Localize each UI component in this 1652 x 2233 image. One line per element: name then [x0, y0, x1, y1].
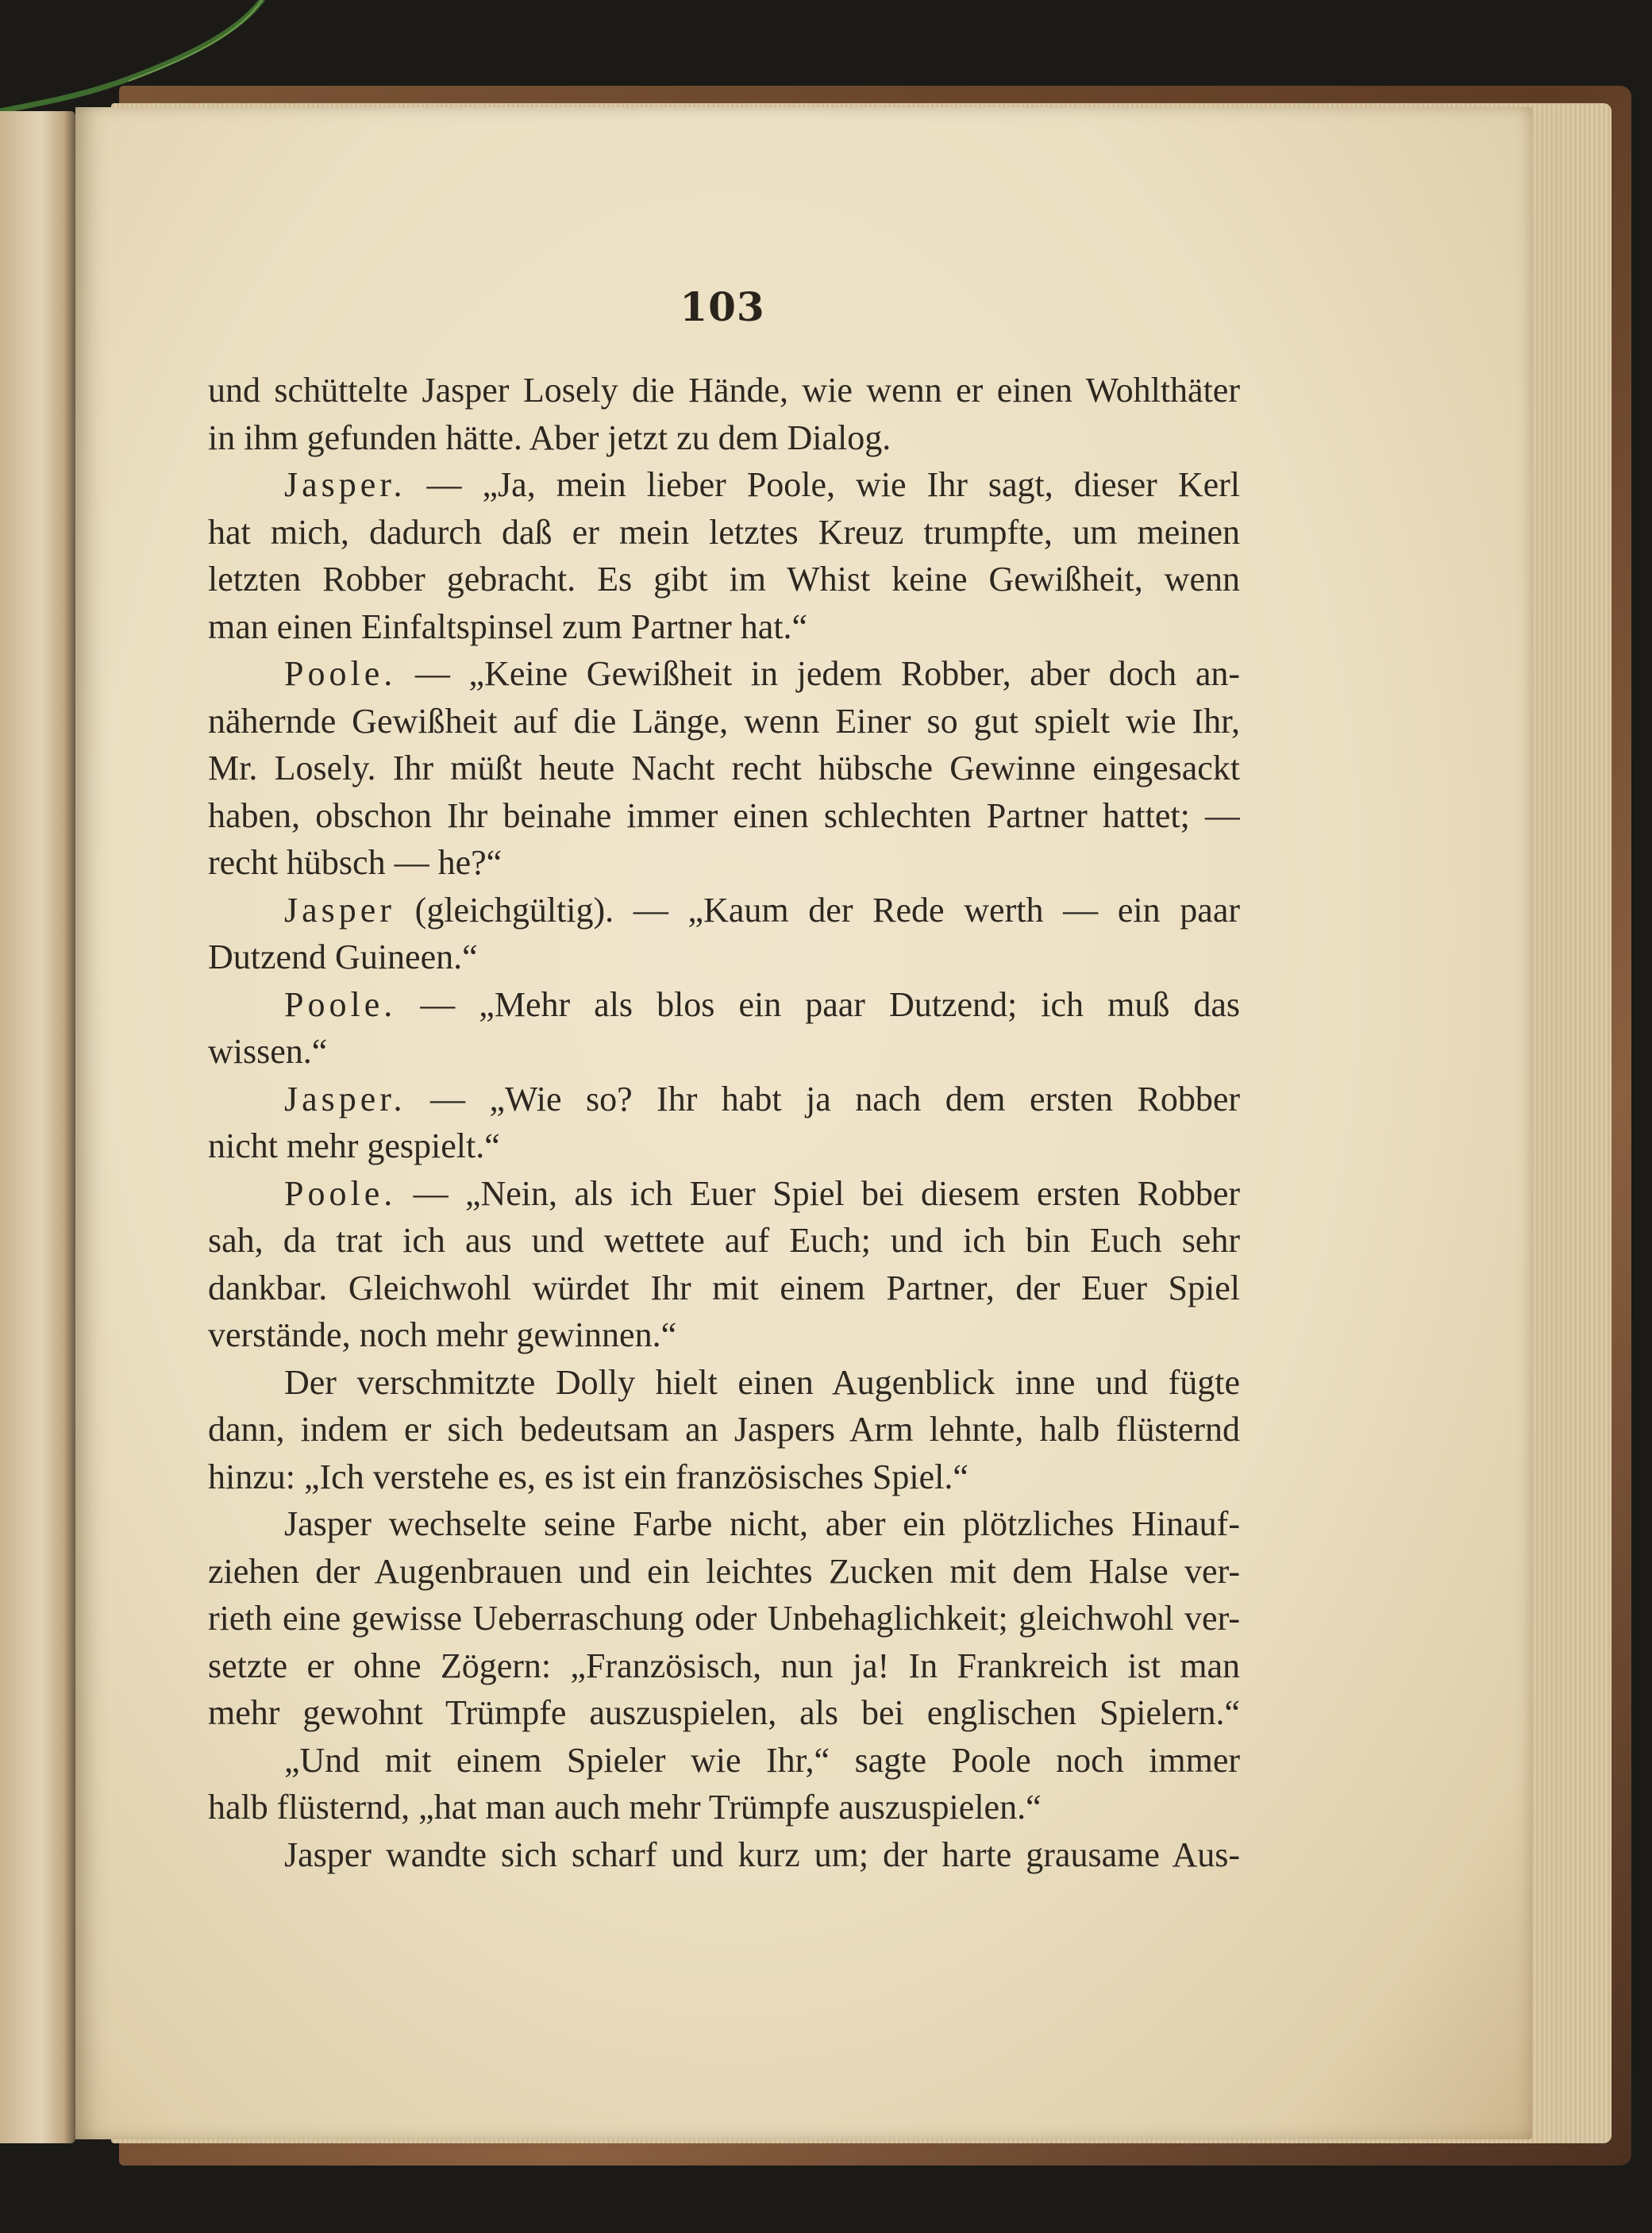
line-text: Mr. Losely. Ihr müßt heute Nacht recht hübsche Gewinne eingesackt — [208, 749, 1240, 787]
speaker-name: Jasper — [284, 890, 395, 930]
line-text: und schüttelte Jasper Losely die Hände, wie wenn er einen Wohlthäter — [208, 371, 1240, 410]
line-text: ziehen der Augenbrauen und ein leichtes Zucken mit dem Halse ver- — [208, 1551, 1240, 1591]
previous-page-edge — [0, 111, 75, 2143]
text-line — [208, 1831, 1240, 1879]
text-line — [208, 461, 1240, 509]
line-text: halb flüsternd, „hat man auch mehr Trümpfe auszuspielen.“ — [208, 1788, 1042, 1827]
text-line — [208, 1500, 1240, 1548]
line-text: — „Keine Gewißheit in jedem Robber, aber doch an- — [396, 654, 1240, 693]
text-line — [208, 1311, 1240, 1359]
line-text: hat mich, dadurch daß er mein letztes Kreuz trumpfte, um meinen — [208, 512, 1240, 552]
text-line — [208, 839, 1240, 887]
line-text: Jasper wandte sich scharf und kurz um; der harte grausame Aus- — [284, 1835, 1240, 1874]
text-line — [208, 603, 1240, 651]
text-line — [208, 698, 1240, 745]
text-line — [208, 1076, 1240, 1123]
line-text: hinzu: „Ich verstehe es, es ist ein französisches Spiel.“ — [208, 1457, 968, 1496]
text-line — [208, 1642, 1240, 1690]
line-text: verstände, noch mehr gewinnen.“ — [208, 1315, 677, 1354]
text-line — [208, 367, 1240, 414]
page-number: 103 — [680, 283, 765, 330]
line-text: — „Ja, mein lieber Poole, wie Ihr sagt, dieser Kerl — [406, 465, 1240, 504]
text-line — [208, 509, 1240, 556]
speaker-name: Jasper. — [284, 1079, 406, 1118]
speaker-name: Poole. — [284, 984, 397, 1024]
line-text: Dutzend Guineen.“ — [208, 937, 478, 976]
text-line — [208, 1122, 1240, 1170]
line-text: nähernde Gewißheit auf die Länge, wenn Einer so gut spielt wie Ihr, — [208, 701, 1240, 741]
line-text: Jasper wechselte seine Farbe nicht, aber ein plötzliches Hinauf- — [284, 1504, 1240, 1543]
line-text: sah, da trat ich aus und wettete auf Euch; und ich bin Euch sehr — [208, 1221, 1240, 1260]
line-text: „Und mit einem Spieler wie Ihr,“ sagte Poole noch immer — [284, 1740, 1240, 1780]
text-line — [208, 934, 1240, 981]
line-text: wissen.“ — [208, 1032, 328, 1071]
line-text: haben, obschon Ihr beinahe immer einen schlechten Partner hattet; — — [208, 795, 1240, 835]
text-line — [208, 1737, 1240, 1784]
text-line — [208, 1028, 1240, 1076]
line-text: setzte er ohne Zögern: „Französisch, nun ja! In Frankreich ist man — [208, 1646, 1240, 1685]
line-text: nicht mehr gespielt.“ — [208, 1126, 500, 1165]
line-text: man einen Einfaltspinsel zum Partner hat.“ — [208, 606, 808, 646]
text-line — [208, 1689, 1240, 1737]
text-line — [208, 1784, 1240, 1831]
line-text: letzten Robber gebracht. Es gibt im Whist keine Gewißheit, wenn — [208, 560, 1240, 599]
line-text: rieth eine gewisse Ueberraschung oder Unbehaglichkeit; gleichwohl ver- — [208, 1599, 1240, 1638]
text-line — [208, 1359, 1240, 1407]
line-text: — „Mehr als blos ein paar Dutzend; ich muß das — [396, 984, 1240, 1024]
text-line — [208, 1217, 1240, 1265]
line-text: (gleichgültig). — „Kaum der Rede werth — ein paar — [395, 890, 1240, 930]
text-line — [208, 1406, 1240, 1453]
text-line — [208, 650, 1240, 698]
text-line — [208, 556, 1240, 603]
speaker-name: Poole. — [284, 1173, 397, 1213]
text-line — [208, 792, 1240, 840]
text-line — [208, 745, 1240, 792]
text-line — [208, 1548, 1240, 1596]
text-line — [208, 1170, 1240, 1218]
text-line — [208, 1595, 1240, 1642]
line-text: dankbar. Gleichwohl würdet Ihr mit einem Partner, der Euer Spiel — [208, 1268, 1240, 1307]
text-line — [208, 1453, 1240, 1501]
page-text — [208, 367, 1240, 1878]
text-line — [208, 1265, 1240, 1312]
speaker-name: Jasper. — [284, 465, 406, 504]
line-text: in ihm gefunden hätte. Aber jetzt zu dem Dialog. — [208, 418, 891, 457]
text-line — [208, 981, 1240, 1029]
line-text: recht hübsch — he?“ — [208, 843, 503, 882]
line-text: mehr gewohnt Trümpfe auszuspielen, als bei englischen Spielern.“ — [208, 1693, 1240, 1732]
text-line — [208, 414, 1240, 462]
speaker-name: Poole. — [284, 654, 397, 693]
line-text: dann, indem er sich bedeutsam an Jaspers Arm lehnte, halb flüsternd — [208, 1410, 1240, 1449]
line-text: — „Nein, als ich Euer Spiel bei diesem ersten Robber — [396, 1173, 1240, 1213]
line-text: — „Wie so? Ihr habt ja nach dem ersten Robber — [406, 1079, 1240, 1118]
line-text: Der verschmitzte Dolly hielt einen Augenblick inne und fügte — [284, 1362, 1240, 1402]
text-line — [208, 887, 1240, 934]
